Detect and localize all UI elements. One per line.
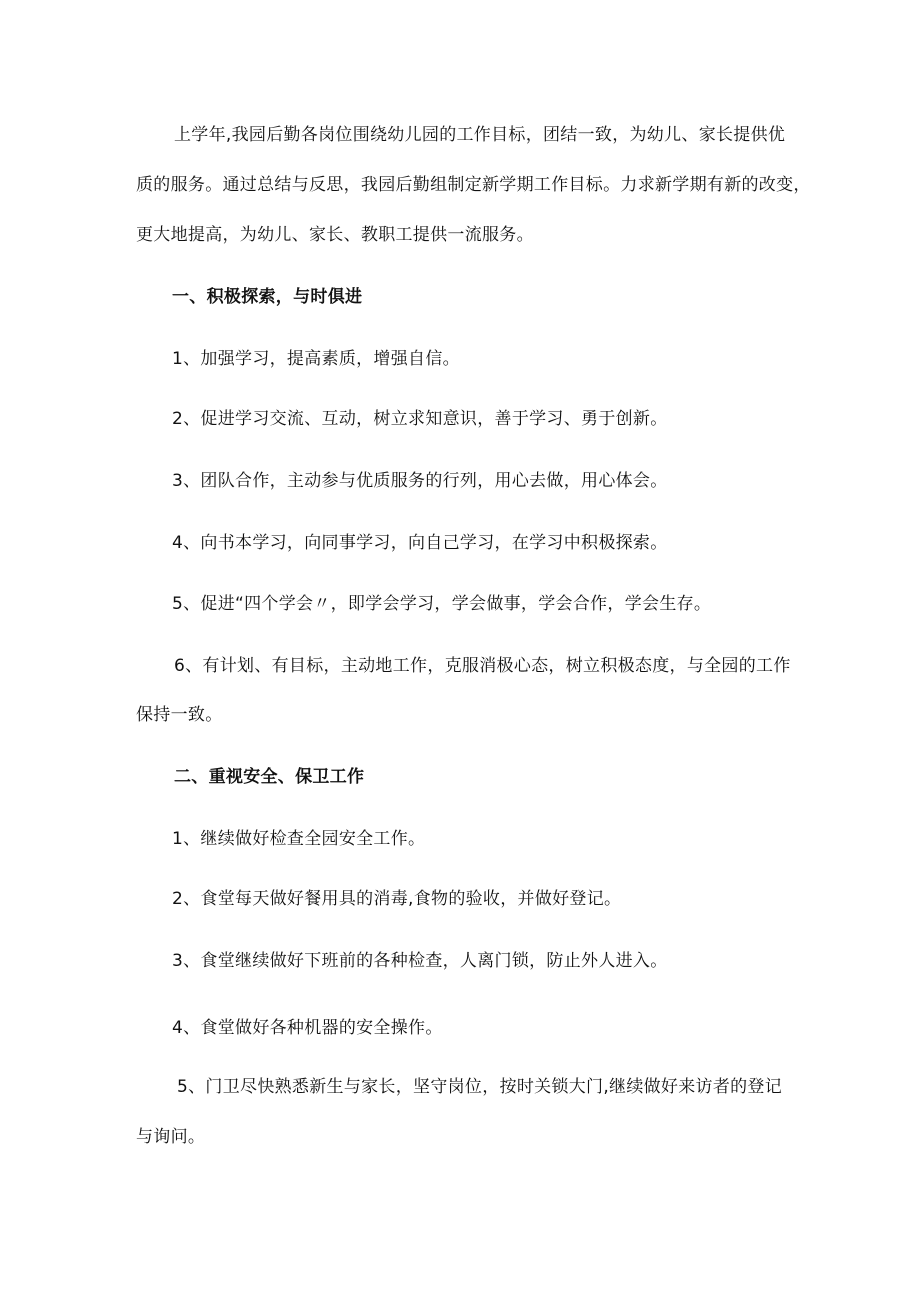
intro-paragraph-line: 更大地提高，为幼儿、家长、教职工提供一流服务。	[136, 225, 534, 245]
list-item-continuation: 保持一致。	[136, 705, 223, 725]
section-heading: 二、重视安全、保卫工作	[174, 767, 365, 787]
list-item: 3、团队合作，主动参与优质服务的行列，用心去做，用心体会。	[172, 471, 668, 491]
list-item: 2、食堂每天做好餐用具的消毒,食物的验收，并做好登记。	[172, 889, 622, 909]
list-item: 2、促进学习交流、互动，树立求知意识，善于学习、勇于创新。	[172, 409, 668, 429]
list-item: 1、加强学习，提高素质，增强自信。	[172, 349, 460, 369]
list-item: 4、食堂做好各种机器的安全操作。	[172, 1018, 443, 1038]
intro-paragraph-line: 质的服务。通过总结与反思，我园后勤组制定新学期工作目标。力求新学期有新的改变，	[136, 175, 811, 195]
list-item: 5、促进“四个学会〃，即学会学习，学会做事，学会合作，学会生存。	[172, 594, 712, 614]
list-item-continuation: 与询问。	[136, 1127, 206, 1147]
list-item: 5、门卫尽快熟悉新生与家长，坚守岗位，按时关锁大门,继续做好来访者的登记	[177, 1077, 783, 1097]
section-heading: 一、积极探索，与时俱进	[172, 287, 363, 307]
list-item: 4、向书本学习，向同事学习，向自己学习，在学习中积极探索。	[172, 533, 668, 553]
list-item: 3、食堂继续做好下班前的各种检查，人离门锁，防止外人进入。	[172, 951, 668, 971]
list-item: 6、有计划、有目标，主动地工作，克服消极心态，树立积极态度，与全园的工作	[174, 656, 791, 676]
list-item: 1、继续做好检查全园安全工作。	[172, 829, 426, 849]
intro-paragraph-line: 上学年,我园后勤各岗位围绕幼儿园的工作目标，团结一致，为幼儿、家长提供优	[174, 125, 786, 145]
